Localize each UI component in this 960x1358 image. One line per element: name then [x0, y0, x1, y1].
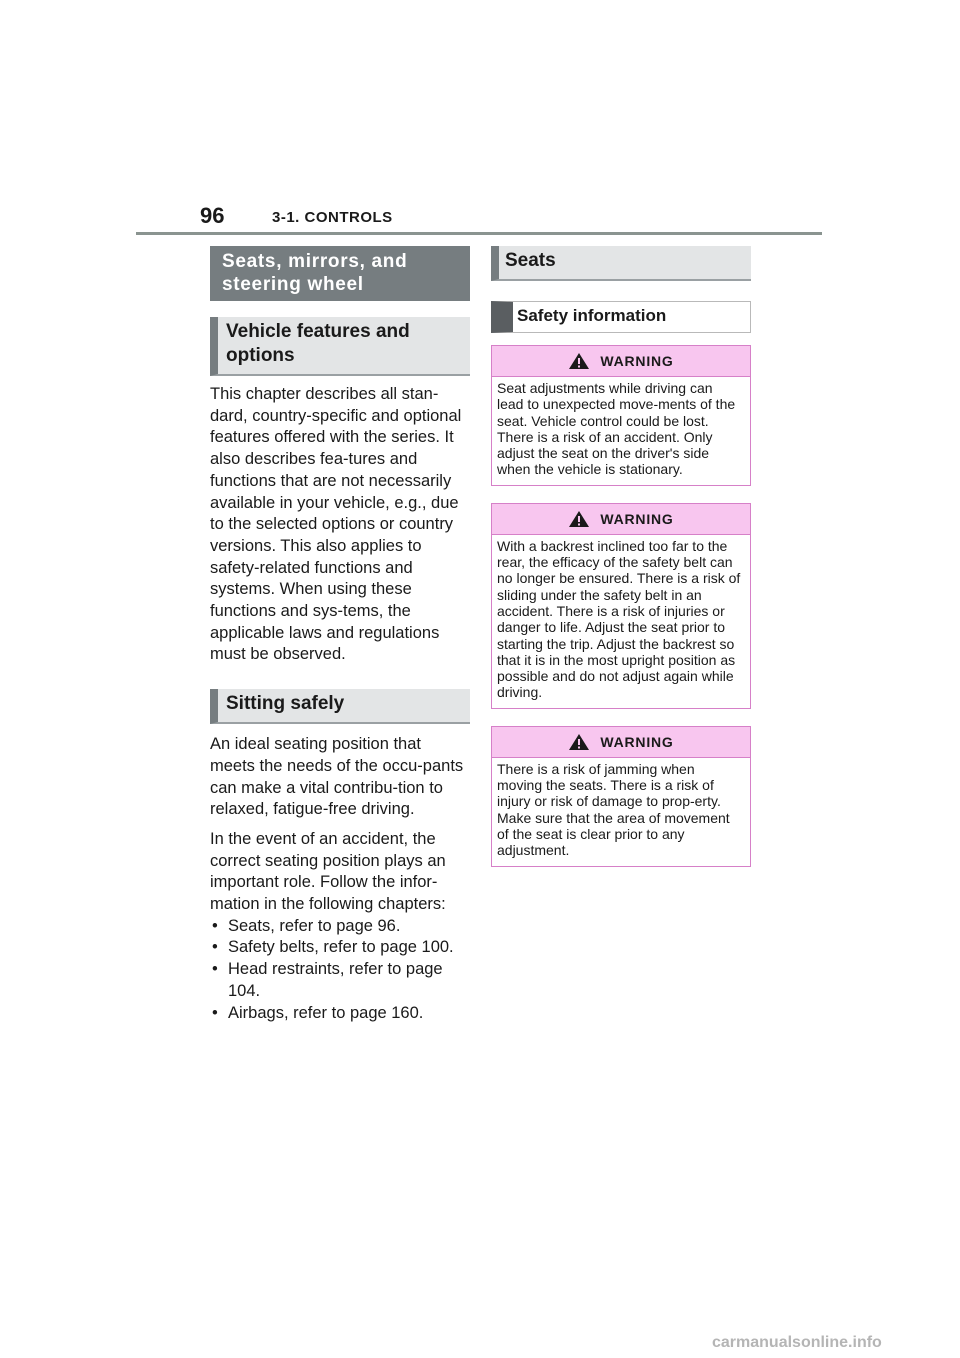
- reference-item-safety-belts: • Safety belts, refer to page 100.: [210, 937, 470, 959]
- warning-box-seat-adjustment: [491, 345, 751, 486]
- reference-item-airbags: • Airbags, refer to page 160.: [210, 1003, 470, 1025]
- watermark: carmanualsonline.info: [712, 1334, 882, 1351]
- warning-label: WARNING: [600, 353, 674, 369]
- sitting-paragraph-1: An ideal seating position that meets the needs of the occu-pants can make a vital contribu-tion to relaxed, fatigue-free driving.: [210, 735, 464, 819]
- subheading-vehicle-features: Vehicle features and options: [210, 317, 470, 376]
- warning-box-backrest: [491, 503, 751, 709]
- reference-item-head-restraints: • Head restraints, refer to page 104.: [210, 959, 470, 1002]
- sitting-paragraph-2: In the event of an accident, the correct seating position plays an important role. Follow the infor-mation in the following chapters:: [210, 829, 446, 914]
- header-rule: [136, 232, 822, 235]
- section-heading-seats-mirrors: Seats, mirrors, and steering wheel: [210, 246, 470, 301]
- left-column: [210, 246, 470, 1024]
- warning-header: [492, 504, 750, 535]
- warning-box-jamming: [491, 726, 751, 867]
- reference-list: [210, 916, 470, 1025]
- warning-header: [492, 727, 750, 758]
- page-number: 96: [200, 203, 225, 228]
- warning-text: There is a risk of jamming when moving the seats. There is a risk of injury or risk of damage to prop-erty. Make sure that the area of movement of the seat is clear prior to any adjustment.: [497, 760, 730, 859]
- chapter-title: 3-1. CONTROLS: [272, 209, 393, 226]
- subheading-sitting-safely: Sitting safely: [210, 689, 470, 724]
- warning-text: With a backrest inclined too far to the rear, the efficacy of the safety belt can no longer be ensured. There is a risk of sliding under the safety belt in an accident. There is a risk of injuries or danger to life. Adjust the seat prior to starting the trip. Adjust the backrest so that it is in the most upright position as possible and do not adjust again while driving.: [497, 537, 741, 701]
- heading-seats: Seats: [491, 246, 751, 281]
- warning-triangle-icon: [568, 352, 590, 370]
- warning-label: WARNING: [600, 733, 674, 750]
- warning-text: Seat adjustments while driving can lead to unexpected move-ments of the seat. Vehicle control could be lost. There is a risk of an accident. Only adjust the seat on the driver's side when the vehicle is stationary.: [497, 380, 736, 478]
- heading-safety-information: Safety information: [491, 301, 751, 333]
- warning-header: [492, 346, 750, 377]
- warning-label: WARNING: [600, 510, 674, 527]
- right-column: [491, 246, 751, 867]
- warning-triangle-icon: [568, 510, 590, 528]
- reference-item-seats: • Seats, refer to page 96.: [210, 916, 470, 938]
- warning-triangle-icon: [568, 733, 590, 751]
- features-paragraph: This chapter describes all stan-dard, country-specific and optional features offered with the series. It also describes fea-tures and functions that are not necessarily available in your vehicle, e.g., due to the selected options or country versions. This also applies to safety-related functions and systems. When using these functions and sys-tems, the applicable laws and regulations must be observed.: [210, 385, 462, 664]
